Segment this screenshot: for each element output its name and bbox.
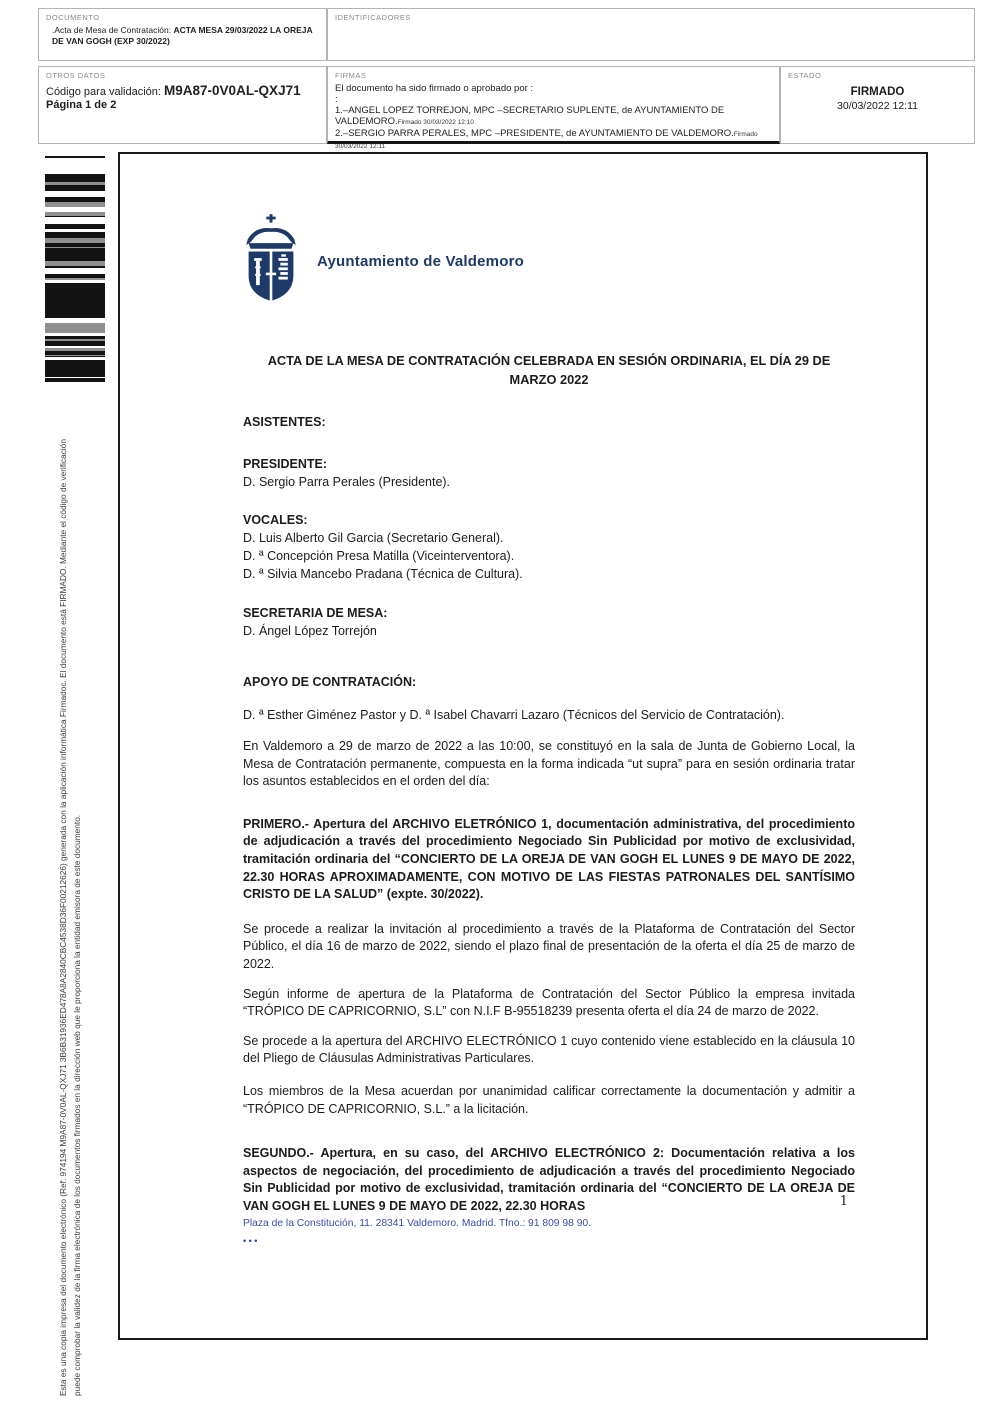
document-title: ACTA DE LA MESA DE CONTRATACIÓN CELEBRADA EN SESIÓN ORDINARIA, EL DÍA 29 DE MARZO 2022 [267, 353, 831, 387]
documento-value-bold: ACTA MESA 29/03/2022 LA OREJA DE VAN GOGH (EXP 30/2022) [52, 25, 313, 46]
verification-margin-text [56, 384, 86, 1396]
organization-name: Ayuntamiento de Valdemoro [317, 253, 524, 270]
validation-code: M9A87-0V0AL-QXJ71 [164, 83, 301, 98]
barcode-image [45, 150, 105, 382]
status-datetime: 30/03/2022 12:11 [837, 100, 918, 112]
firmas-colon: : [335, 94, 338, 105]
apoyo-heading: APOYO DE CONTRATACIÓN: [243, 675, 417, 689]
apoyo-line: D. ª Esther Giménez Pastor y D. ª Isabel Chavarri Lazaro (Técnicos del Servicio de Contratación). [243, 708, 785, 722]
page-number: 1 [839, 1194, 848, 1209]
validation-code-label: Código para validación: [46, 86, 165, 98]
vocal-line: D. ª Concepción Presa Matilla (Viceinterventora). [243, 549, 515, 563]
signature-2-text: 2.–SERGIO PARRA PERALES, MPC –PRESIDENTE, de AYUNTAMIENTO DE VALDEMORO. [335, 128, 734, 139]
verification-line-1: Esta es una copia impresa del documento electrónico (Ref: 974194 M9A87-0V0AL-QXJ71 3B6B31936ED478A8A2840CBC4538D36F00212626) generada con la aplicación informática Firmadoc. El documento está FIRMADO. Mediante el código de verificación [58, 439, 68, 1396]
paragraph-invitacion: Se procede a realizar la invitación al procedimiento a través de la Plataforma de Contratación del Sector Público, el día 16 de marzo de 2022, siendo el plazo final de presentación de la oferta el día 25 de marzo de 2022. [243, 921, 855, 971]
paragraph-apertura: Se procede a la apertura del ARCHIVO ELECTRÓNICO 1 cuyo contenido viene establecido en la cláusula 10 del Pliego de Cláusulas Administrativas Particulares. [243, 1033, 855, 1066]
vocal-line: D. Luis Alberto Gil Garcia (Secretario General). [243, 531, 504, 545]
signature-1-text: 1.–ANGEL LOPEZ TORREJON, MPC –SECRETARIO SUPLENTE, de AYUNTAMIENTO DE VALDEMORO. [335, 105, 725, 127]
paragraph-acuerdo: Los miembros de la Mesa acuerdan por unanimidad calificar correctamente la documentación y admitir a “TRÓPICO DE CAPRICORNIO, S.L.” a la licitación. [243, 1083, 855, 1116]
logo-row [243, 214, 855, 309]
verification-line-2: puede comprobar la validez de la firma electrónica de los documentos firmados en la dirección web que le proporciona la entidad emisora de este documento. [72, 814, 82, 1396]
status-badge: FIRMADO [850, 86, 905, 98]
document-frame [118, 152, 928, 1340]
presidente-heading: PRESIDENTE: [243, 457, 328, 471]
presidente-line: D. Sergio Parra Perales (Presidente). [243, 475, 451, 489]
otros-datos-label: OTROS DATOS [46, 71, 106, 80]
valdemoro-coat-of-arms-icon [243, 214, 299, 309]
header-box-documento [38, 8, 327, 61]
documento-value [46, 25, 319, 47]
page-indicator: Página 1 de 2 [46, 99, 117, 111]
paragraph-informe: Según informe de apertura de la Plataforma de Contratación del Sector Público la empresa invitada “TRÓPICO DE CAPRICORNIO, S.L” con N.I.F B-95518239 presenta oferta el día 24 de marzo de 2022. [243, 986, 855, 1019]
documento-value-prefix: .Acta de Mesa de Contratación: [52, 25, 174, 35]
footer-dots: ••• [243, 1236, 260, 1246]
footer-address: Plaza de la Constitución, 11. 28341 Valdemoro. Madrid. Tfno.: 91 809 98 90. [243, 1218, 592, 1229]
firmas-intro: El documento ha sido firmado o aprobado por : [335, 83, 534, 94]
paragraph-segundo: SEGUNDO.- Apertura, en su caso, del ARCHIVO ELECTRÓNICO 2: Documentación relativa a los aspectos de negociación, del procedimiento de adjudicación a través del procedimiento Negociado Sin Publicidad por motivo de exclusividad, tramitación ordinaria del “CONCIERTO DE LA OREJA DE VAN GOGH EL LUNES 9 DE MAYO DE 2022, 22.30 HORAS [243, 1146, 855, 1213]
signature-2-date: Firmado 30/03/2022 12:11 [335, 131, 758, 150]
firmas-label: FIRMAS [335, 71, 367, 80]
header-box-otros-datos [38, 66, 327, 144]
signature-1-date: Firmado 30/03/2022 12:10 [397, 119, 474, 126]
estado-label: ESTADO [788, 71, 822, 80]
paragraph-primero: PRIMERO.- Apertura del ARCHIVO ELETRÓNICO 1, documentación administrativa, del procedimiento de adjudicación a través del procedimiento Negociado Sin Publicidad por motivo de exclusividad, tramitación ordinaria del “CONCIERTO DE LA OREJA DE VAN GOGH EL LUNES 9 DE MAYO DE 2022, 22.30 HORAS APROXIMADAMENTE, CON MOTIVO DE LAS FIESTAS PATRONALES DEL SANTÍSIMO CRISTO DE LA SALUD” (expte. 30/2022). [243, 816, 855, 902]
paragraph-intro: En Valdemoro a 29 de marzo de 2022 a las 10:00, se constituyó en la sala de Junta de Gobierno Local, la Mesa de Contratación permanente, compuesta en la forma indicada “ut supra” para en sesión ordinaria tratar los asuntos establecidos en el orden del día: [243, 739, 855, 789]
document-content [243, 214, 855, 1215]
vocal-line: D. ª Silvia Mancebo Pradana (Técnica de Cultura). [243, 567, 523, 581]
identificadores-label: IDENTIFICADORES [335, 13, 411, 22]
validation-code-line [46, 83, 319, 98]
header-box-estado [780, 66, 975, 144]
asistentes-heading: ASISTENTES: [243, 415, 326, 429]
documento-label: DOCUMENTO [46, 13, 100, 22]
secretaria-line: D. Ángel López Torrejón [243, 624, 377, 638]
secretaria-heading: SECRETARIA DE MESA: [243, 606, 388, 620]
header-box-identificadores [327, 8, 975, 61]
vocales-heading: VOCALES: [243, 513, 308, 527]
header-box-firmas [327, 66, 780, 150]
signature-2 [335, 128, 772, 152]
signature-1 [335, 105, 772, 128]
